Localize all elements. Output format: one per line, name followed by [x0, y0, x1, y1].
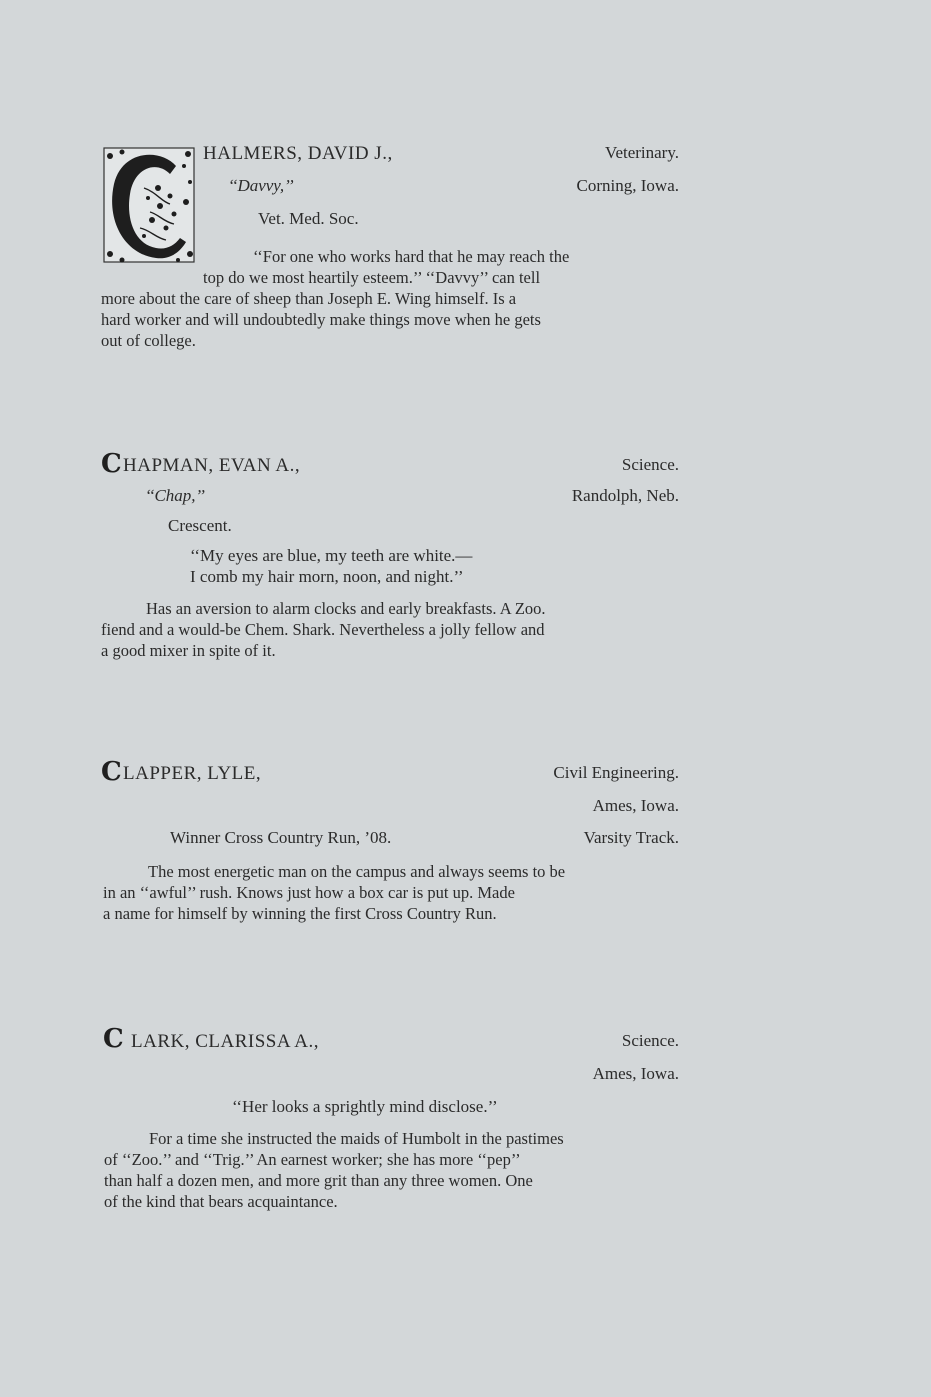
bio-line: fiend and a would-be Chem. Shark. Nevertheless a jolly fellow and [101, 620, 545, 639]
entry-hometown: Randolph, Neb. [571, 486, 679, 505]
entry-bio [101, 598, 679, 661]
bio-line: top do we most heartily esteem.’’ ‘‘Davvy’’ can tell [203, 268, 541, 287]
quote-line: ‘‘My eyes are blue, my teeth are white.— [190, 546, 473, 565]
entry-bio-cont [101, 288, 679, 351]
entry-hometown: Ames, Iowa. [592, 1064, 679, 1083]
entry-hometown: Corning, Iowa. [576, 176, 679, 195]
entry-activity: Varsity Track. [583, 828, 679, 847]
entry-hometown: Ames, Iowa. [592, 796, 679, 815]
blackletter-initial: C [101, 449, 122, 479]
bio-line: ‘‘For one who works hard that he may reach the [253, 247, 570, 266]
bio-line: more about the care of sheep than Joseph E. Wing himself. Is a [101, 289, 517, 308]
entry-quote [190, 545, 472, 587]
entry-honor: Winner Cross Country Run, ’08. [170, 828, 392, 847]
entry-nickname: ‘‘Davvy,’’ [228, 176, 294, 195]
blackletter-initial: C [101, 757, 122, 787]
bio-line: For a time she instructed the maids of Humbolt in the pastimes [149, 1129, 564, 1148]
entry-course: Civil Engineering. [553, 763, 679, 782]
entry-course: Science. [621, 455, 679, 474]
entry-name: LARK, CLARISSA A., [131, 1031, 319, 1052]
quote-line: I comb my hair morn, noon, and night.’’ [190, 567, 464, 586]
entry-bio [103, 861, 679, 924]
ornamental-drop-cap-c [100, 142, 198, 268]
bio-line: of the kind that bears acquaintance. [104, 1192, 338, 1211]
bio-line: a name for himself by winning the first Cross Country Run. [103, 904, 497, 923]
entry-name: HAPMAN, EVAN A., [123, 455, 301, 476]
entry-society: Crescent. [168, 516, 232, 535]
bio-line: The most energetic man on the campus and always seems to be [148, 862, 566, 881]
bio-line: of ‘‘Zoo.’’ and ‘‘Trig.’’ An earnest worker; she has more ‘‘pep’’ [104, 1150, 521, 1169]
entry-nickname: ‘‘Chap,’’ [145, 486, 205, 505]
bio-line: than half a dozen men, and more grit than any three women. One [104, 1171, 533, 1190]
bio-line: in an ‘‘awful’’ rush. Knows just how a box car is put up. Made [103, 883, 515, 902]
entry-name: LAPPER, LYLE, [123, 763, 262, 784]
entry-quote: ‘‘Her looks a sprightly mind disclose.’’ [232, 1097, 498, 1116]
bio-line: a good mixer in spite of it. [101, 641, 276, 660]
bio-line: out of college. [101, 331, 196, 350]
blackletter-initial: C [103, 1024, 124, 1054]
entry-course: Science. [621, 1031, 679, 1050]
bio-line: Has an aversion to alarm clocks and early breakfasts. A Zoo. [146, 599, 546, 618]
entry-bio [203, 246, 679, 288]
entry-course: Veterinary. [605, 143, 679, 162]
entry-bio [104, 1128, 679, 1212]
entry-name: HALMERS, DAVID J., [203, 143, 393, 164]
bio-line: hard worker and will undoubtedly make things move when he gets [101, 310, 541, 329]
entry-society: Vet. Med. Soc. [258, 209, 359, 228]
